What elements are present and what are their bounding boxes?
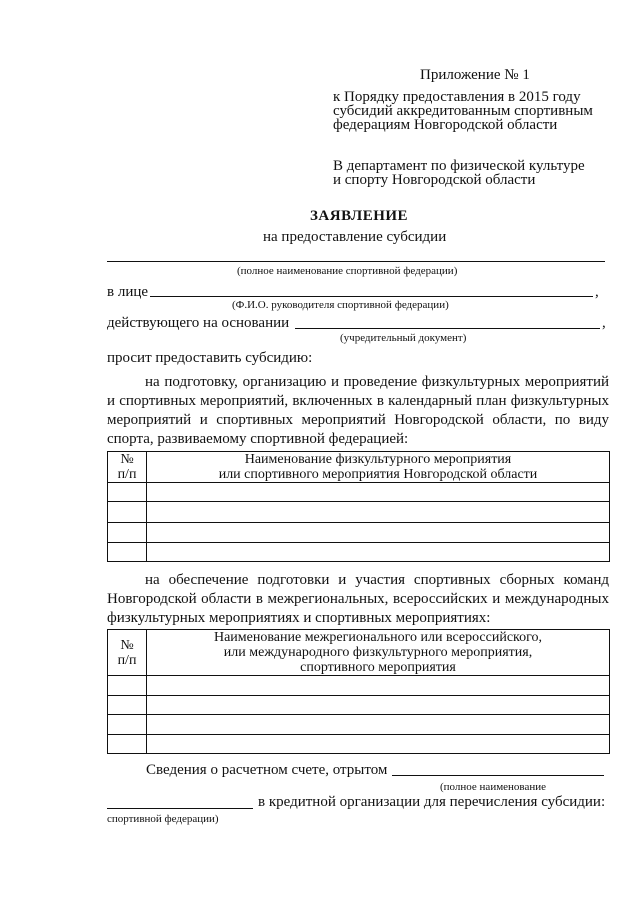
table-row bbox=[108, 502, 610, 523]
column-header-event-name-line-2: или спортивного мероприятия Новгородской области bbox=[218, 467, 538, 482]
addressee-line-2: и спорту Новгородской области bbox=[333, 172, 536, 188]
table-cell[interactable] bbox=[147, 502, 610, 523]
column-header-competition-name-line-3: спортивного мероприятия bbox=[300, 660, 456, 675]
head-name-field[interactable] bbox=[150, 296, 593, 297]
table-cell[interactable] bbox=[147, 543, 610, 562]
request-text: просит предоставить субсидию: bbox=[107, 350, 313, 366]
section-2-text: на обеспечение подготовки и участия спортивных сборных команд Новгородской области в межрегиональных, всероссийских и международных физкультурных мероприятиях и спортивных мероприятиях: bbox=[107, 572, 609, 626]
table-cell[interactable] bbox=[108, 483, 147, 502]
table-cell[interactable] bbox=[147, 696, 610, 715]
document-subtitle: на предоставление субсидии bbox=[263, 229, 447, 245]
table-cell[interactable] bbox=[108, 735, 147, 754]
account-federation-field[interactable] bbox=[392, 775, 604, 776]
column-header-number-line-1: № bbox=[120, 452, 134, 467]
column-header-competition-name bbox=[147, 630, 610, 676]
table-row bbox=[108, 483, 610, 502]
column-header-number bbox=[108, 630, 147, 676]
basis-document-caption: (учредительный документ) bbox=[340, 332, 467, 344]
competitions-table bbox=[107, 629, 610, 754]
federation-caption-end: спортивной федерации) bbox=[107, 813, 219, 825]
column-header-number-line-1: № bbox=[120, 637, 134, 653]
credit-organization-field[interactable] bbox=[107, 808, 253, 809]
account-label: Сведения о расчетном счете, отрытом bbox=[146, 762, 388, 778]
column-header-number bbox=[108, 452, 147, 483]
federation-name-caption: (полное наименование спортивной федерации) bbox=[237, 265, 458, 277]
table-cell[interactable] bbox=[147, 715, 610, 735]
table-cell[interactable] bbox=[108, 676, 147, 696]
table-row bbox=[108, 735, 610, 754]
account-federation-caption: (полное наименование bbox=[440, 781, 547, 793]
order-reference-line-2: субсидий аккредитованным спортивным bbox=[333, 103, 593, 119]
table-row bbox=[108, 715, 610, 735]
table-row bbox=[108, 523, 610, 543]
column-header-competition-name-line-1: Наименование межрегионального или всероссийского, bbox=[213, 630, 543, 645]
in-person-comma: , bbox=[595, 284, 599, 300]
appendix-number: Приложение № 1 bbox=[420, 67, 530, 83]
column-header-number-line-2: п/п bbox=[117, 652, 137, 668]
document-title: ЗАЯВЛЕНИЕ bbox=[310, 208, 409, 224]
table-cell[interactable] bbox=[108, 715, 147, 735]
table-cell[interactable] bbox=[108, 502, 147, 523]
table-cell[interactable] bbox=[108, 523, 147, 543]
federation-name-field[interactable] bbox=[107, 261, 605, 262]
events-table bbox=[107, 451, 610, 562]
column-header-event-name bbox=[147, 452, 610, 483]
order-reference-line-3: федерациям Новгородской области bbox=[333, 117, 558, 133]
table-cell[interactable] bbox=[108, 543, 147, 562]
basis-document-field[interactable] bbox=[295, 328, 600, 329]
table-cell[interactable] bbox=[147, 676, 610, 696]
table-row bbox=[108, 543, 610, 562]
credit-organization-text: в кредитной организации для перечисления субсидии: bbox=[258, 794, 606, 810]
basis-comma: , bbox=[602, 315, 606, 331]
addressee-line-1: В департамент по физической культуре bbox=[333, 158, 585, 174]
in-person-label: в лице bbox=[107, 284, 149, 300]
table-cell[interactable] bbox=[147, 735, 610, 754]
table-cell[interactable] bbox=[147, 523, 610, 543]
basis-label: действующего на основании bbox=[107, 315, 290, 331]
table-cell[interactable] bbox=[108, 696, 147, 715]
column-header-number-line-2: п/п bbox=[117, 467, 137, 482]
table-cell[interactable] bbox=[147, 483, 610, 502]
table-row bbox=[108, 696, 610, 715]
head-name-caption: (Ф.И.О. руководителя спортивной федерации) bbox=[232, 299, 449, 311]
table-row bbox=[108, 676, 610, 696]
column-header-event-name-line-1: Наименование физкультурного мероприятия bbox=[244, 452, 512, 467]
order-reference-line-1: к Порядку предоставления в 2015 году bbox=[333, 89, 581, 105]
column-header-competition-name-line-2: или международного физкультурного мероприятия, bbox=[223, 645, 533, 660]
section-1-text: на подготовку, организацию и проведение физкультурных мероприятий и спортивных мероприятий, включенных в календарный план физкультурных мероприятий и спортивных мероприятий Новгородской области, по виду спорта, развиваемому спортивной федерацией: bbox=[107, 374, 609, 447]
